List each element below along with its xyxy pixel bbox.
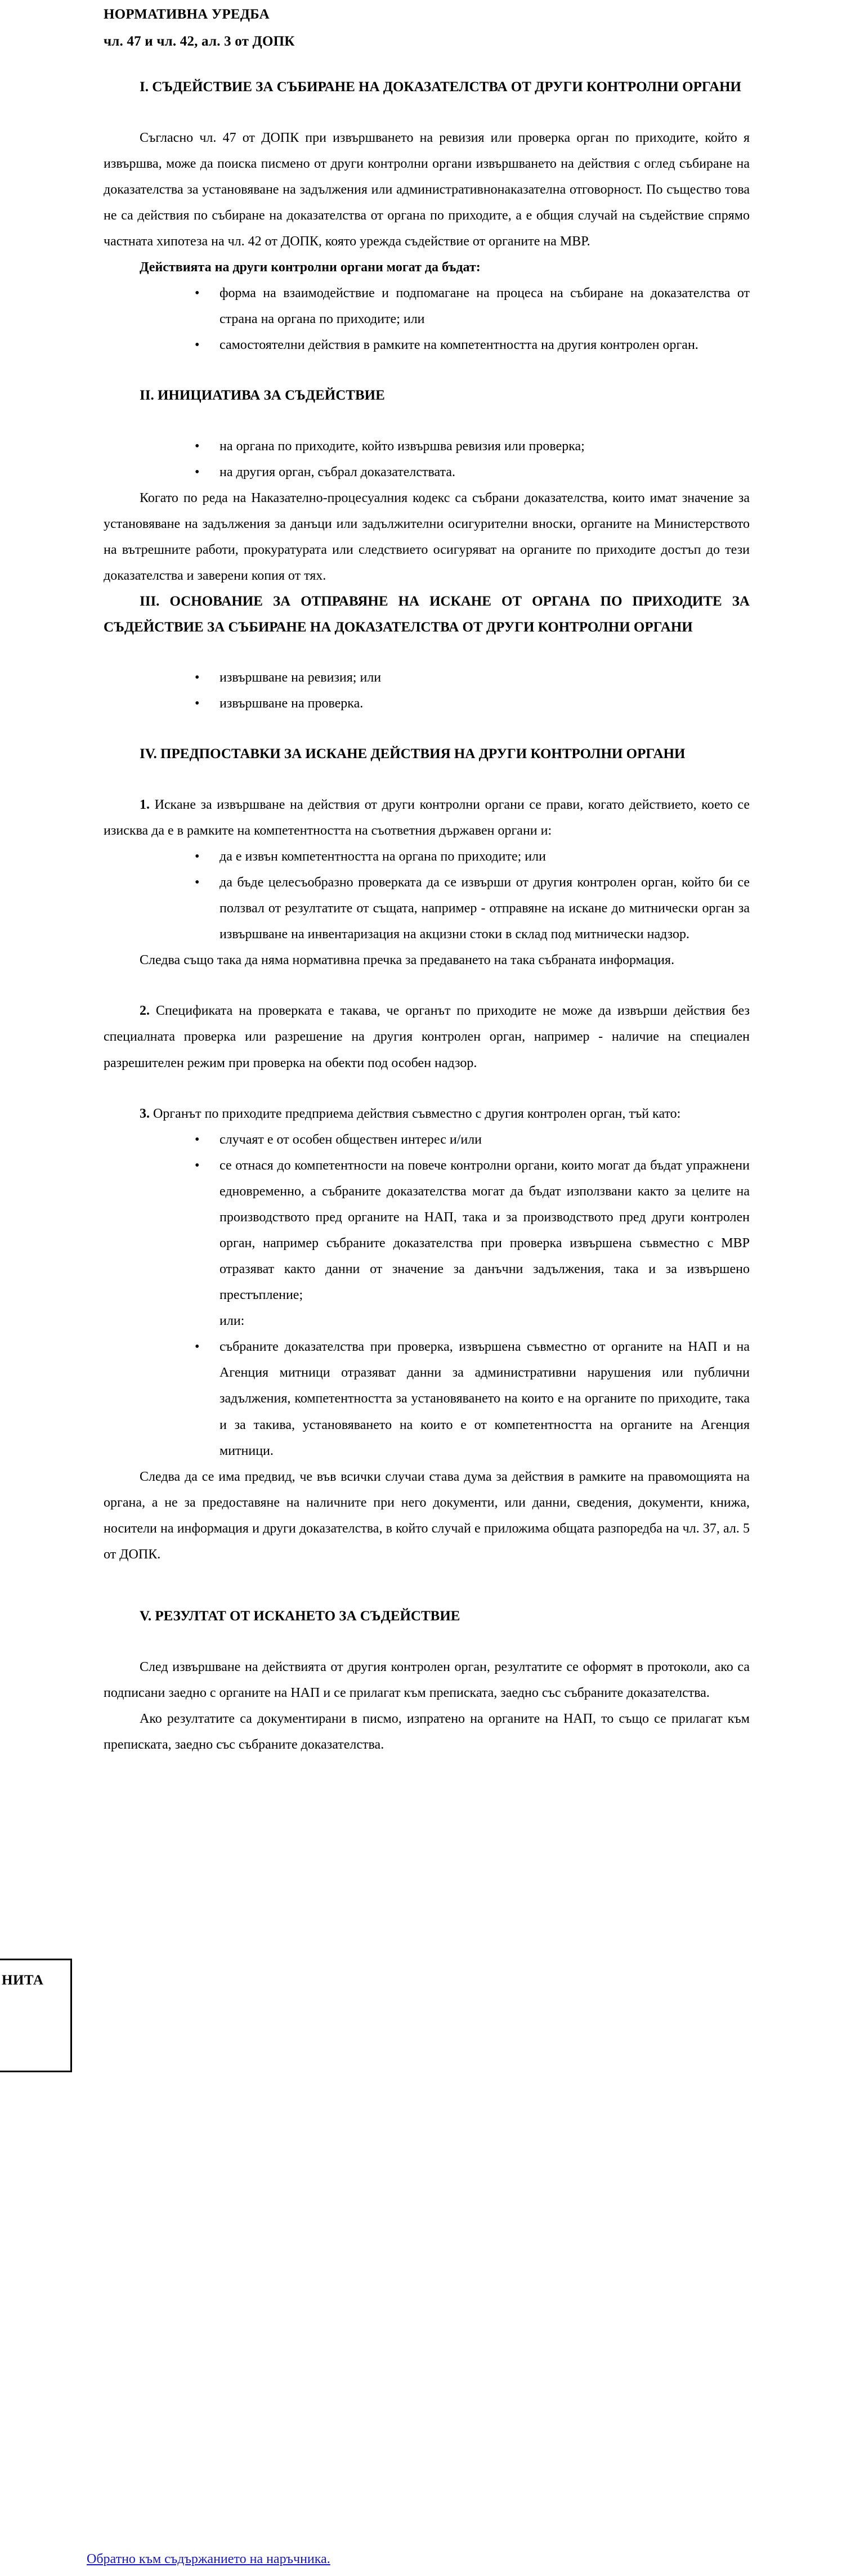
footer xyxy=(87,2552,762,2567)
bullet-icon: • xyxy=(195,849,200,864)
bullet-icon: • xyxy=(195,670,200,686)
list-item-text: извършване на проверка. xyxy=(220,696,364,711)
item-text: Искане за извършване на действия от други контролни органи се прави, когато действието, което се изисква да е в рамките на компетентността на съответния държавен органи и: xyxy=(104,797,750,838)
list-item-text: на органа по приходите, който извършва ревизия или проверка; xyxy=(220,438,585,454)
section-heading-4: IV. ПРЕДПОСТАВКИ ЗА ИСКАНЕ ДЕЙСТВИЯ НА ДРУГИ КОНТРОЛНИ ОРГАНИ xyxy=(140,746,686,762)
bullet-icon: • xyxy=(195,1158,200,1173)
list-item xyxy=(188,665,750,691)
bullet-icon: • xyxy=(195,1132,200,1147)
section-4-item-3 xyxy=(104,1101,750,1127)
item-text: Органът по приходите предприема действия съвместно с другия контролен орган, тъй като: xyxy=(150,1106,681,1121)
section-5-paragraph-2: Ако резултатите са документирани в писмо, изпратено на органите на НАП, то също се прилагат към преписката, заедно със събраните доказателства. xyxy=(104,1711,750,1752)
document-content xyxy=(104,0,750,1758)
list-item-text: да е извън компетентността на органа по приходите; или xyxy=(220,849,546,864)
section-3-bullet-list xyxy=(104,665,750,716)
list-item xyxy=(188,459,750,485)
list-item-text: самостоятелни действия в рамките на компетентността на другия контролен орган. xyxy=(220,338,698,353)
list-item xyxy=(188,844,750,870)
section-heading-5: V. РЕЗУЛТАТ ОТ ИСКАНЕТО ЗА СЪДЕЙСТВИЕ xyxy=(140,1609,460,1624)
section-4-item-1-after: Следва също така да няма нормативна пречка за предаването на така събраната информация. xyxy=(140,953,675,968)
list-item-text: се отнася до компетентности на повече контролни органи, които могат да бъдат упражнени едновременно, а събраните доказателства могат да бъдат използвани както за целите на производството пред органите на НАП, така и за производството пред други контролен орган, например събраните доказателства при проверка извършена съвместно с МВР отразяват както данни от значение за данъчни задължения, така и за извършено престъпление; xyxy=(220,1158,750,1303)
section-5-paragraph-1: След извършване на действията от другия контролен орган, резултатите се оформят в протоколи, ако са подписани заедно с органите на НАП и се прилагат към преписката, заедно със събраните доказателства. xyxy=(104,1659,750,1700)
list-item-text: извършване на ревизия; или xyxy=(220,670,382,686)
bullet-icon: • xyxy=(195,338,200,353)
section-heading-1: I. СЪДЕЙСТВИЕ ЗА СЪБИРАНЕ НА ДОКАЗАТЕЛСТВА ОТ ДРУГИ КОНТРОЛНИ ОРГАНИ xyxy=(140,79,741,95)
list-item xyxy=(188,433,750,459)
item-number: 2. xyxy=(140,1003,150,1019)
section-4-item-2 xyxy=(104,998,750,1076)
section-4-item-1-bullets xyxy=(104,844,750,947)
section-4-item-3-bullets xyxy=(104,1127,750,1309)
list-item-text: на другия орган, събрал доказателствата. xyxy=(220,464,455,480)
list-item-text: случаят е от особен обществен интерес и/или xyxy=(220,1132,482,1147)
section-1-lead-in: Действията на други контролни органи могат да бъдат: xyxy=(140,259,481,275)
list-item-text: събраните доказателства при проверка, извършена съвместно от органите на НАП и на Агенция митници отразяват данни за административни нарушения или публични задължения, компетентността за установяването на които е на органите по приходите, така и за такива, установяването на които е от компетентността на органите на Агенция митници. xyxy=(220,1339,750,1458)
list-item xyxy=(188,1334,750,1463)
bullet-icon: • xyxy=(195,285,200,301)
list-item xyxy=(188,1153,750,1308)
section-4-item-1 xyxy=(104,792,750,844)
item-number: 3. xyxy=(140,1106,150,1121)
section-2-bullet-list xyxy=(104,433,750,485)
section-1-bullet-list xyxy=(104,280,750,358)
list-item xyxy=(188,1127,750,1153)
list-item xyxy=(188,280,750,332)
list-item xyxy=(188,332,750,358)
bullet-icon: • xyxy=(195,696,200,711)
list-item-text: форма на взаимодействие и подпомагане на процеса на събиране на доказателства от страна на органа по приходите; или xyxy=(220,285,750,327)
section-4-item-3-bullets-2 xyxy=(104,1334,750,1463)
bullet-icon: • xyxy=(195,875,200,890)
back-to-contents-link[interactable]: Обратно към съдържанието на наръчника. xyxy=(87,2552,330,2566)
margin-callout-text: НИТА xyxy=(2,1973,44,1988)
list-item-text: да бъде целесъобразно проверката да се извърши от другия контролен орган, който би се ползвал от резултатите от същата, например - отправяне на искане до митнически орган за извършване на инвентаризация на акцизни стоки в склад под митнически надзор. xyxy=(220,875,750,942)
section-2-paragraph-1: Когато по реда на Наказателно-процесуалния кодекс са събрани доказателства, които имат значение за установяване на задължения за данъци или задължителни осигурителни вноски, органите на Министерството на вътрешните работи, прокуратурата или следствието осигуряват на органите по приходите достъп до тези доказателства и заверени копия от тях. xyxy=(104,490,750,584)
section-4-closing-paragraph: Следва да се има предвид, че във всички случаи става дума за действия в рамките на правомощията на органа, а не за предоставяне на наличните при него документи, или данни, сведения, документи, книжа, носители на информация и други доказателства, в който случай е приложима общата разпоредба на чл. 37, ал. 5 от ДОПК. xyxy=(104,1469,750,1562)
bullet-icon: • xyxy=(195,1339,200,1355)
document-title: НОРМАТИВНА УРЕДБА xyxy=(104,7,270,22)
item-text: Спецификата на проверката е такава, че органът по приходите не може да извърши действия без специалната проверка или разрешение на другия контролен орган, например - наличие на специален разрешителен режим при проверка на обекти под особен надзор. xyxy=(104,1003,750,1070)
list-item xyxy=(188,691,750,716)
bullet-icon: • xyxy=(195,464,200,480)
bullet-icon: • xyxy=(195,438,200,454)
section-heading-3: III. ОСНОВАНИЕ ЗА ОТПРАВЯНЕ НА ИСКАНЕ ОТ ОРГАНА ПО ПРИХОДИТЕ ЗА СЪДЕЙСТВИЕ ЗА СЪБИРАНЕ НА ДОКАЗАТЕЛСТВА ОТ ДРУГИ КОНТРОЛНИ ОРГАНИ xyxy=(104,594,750,635)
section-1-paragraph-1: Съгласно чл. 47 от ДОПК при извършването на ревизия или проверка орган по приходите, който я извършва, може да поиска писмено от други контролни органи извършването на действия с оглед събиране на доказателства за установяване на задължения или административнонаказателна отговорност. По същество това не са действия по събиране на доказателства от органа по приходите, а е общия случай на съдействие спрямо частната хипотеза на чл. 42 от ДОПК, която урежда съдействие от органите на МВР. xyxy=(104,130,750,249)
section-heading-2: II. ИНИЦИАТИВА ЗА СЪДЕЙСТВИЕ xyxy=(140,388,385,404)
list-or-separator: или: xyxy=(220,1314,245,1329)
document-subtitle: чл. 47 и чл. 42, ал. 3 от ДОПК xyxy=(104,34,295,49)
item-number: 1. xyxy=(140,797,150,812)
margin-callout-box xyxy=(0,1959,72,2072)
list-item xyxy=(188,870,750,947)
